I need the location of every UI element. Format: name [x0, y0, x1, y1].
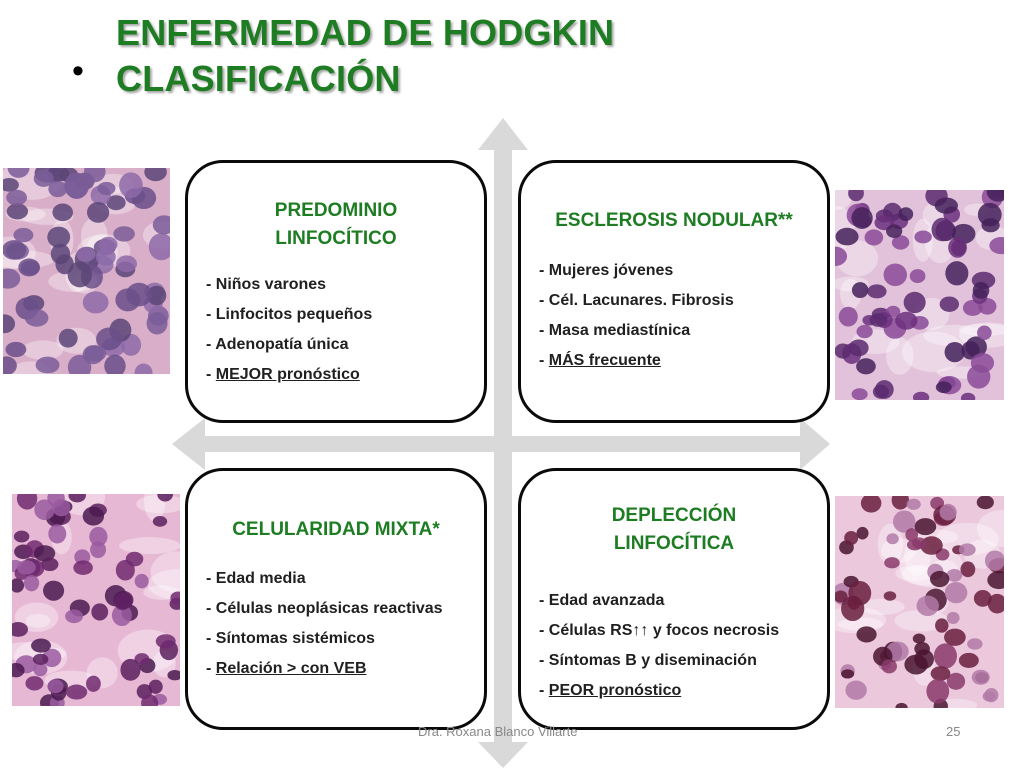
cell-nucleus: [945, 342, 965, 362]
item-text: Adenopatía única: [215, 336, 349, 353]
card-title-line: LINFOCÍTICA: [613, 533, 735, 554]
cell-nucleus: [65, 609, 83, 623]
card-title: [188, 197, 484, 253]
title-bullet: •: [72, 52, 84, 90]
feature-list: [206, 564, 484, 684]
cell-nucleus: [948, 237, 967, 258]
cell-nucleus: [906, 499, 920, 510]
feature-item: [206, 300, 484, 330]
item-text: MEJOR pronóstico: [215, 366, 360, 383]
footer-page-number: 25: [946, 724, 961, 739]
histology-image-lymphocyte-predominance: [3, 168, 170, 374]
slide-title-line2: CLASIFICACIÓN: [116, 58, 401, 99]
cell-nucleus: [97, 182, 115, 195]
cell-nucleus: [934, 643, 957, 668]
item-text: Masa mediastínica: [548, 322, 691, 339]
item-dash: -: [539, 322, 549, 339]
feature-item: [206, 330, 484, 360]
cell-nucleus: [120, 659, 140, 681]
cell-nucleus: [17, 560, 36, 574]
item-text: Mujeres jóvenes: [548, 262, 674, 279]
cell-nucleus: [841, 669, 854, 678]
cell-nucleus: [912, 537, 926, 548]
feature-item: [539, 676, 827, 706]
cell-nucleus: [96, 248, 116, 266]
cell-nucleus: [126, 283, 152, 307]
feature-item: [539, 616, 827, 646]
cell-nucleus: [25, 309, 49, 326]
cell-nucleus: [895, 312, 917, 330]
cell-nucleus: [945, 582, 968, 603]
feature-item: [539, 646, 827, 676]
cell-nucleus: [85, 345, 107, 361]
item-text: PEOR pronóstico: [548, 682, 682, 699]
cell-nucleus: [89, 527, 107, 547]
item-text: Edad media: [215, 570, 306, 587]
card-celularidad-mixta: [185, 468, 487, 730]
footer-author: Dra. Roxana Blanco Villarte: [418, 724, 578, 739]
card-esclerosis-nodular: [518, 160, 830, 423]
feature-item: [539, 346, 827, 376]
cell-nucleus: [852, 282, 868, 298]
feature-item: [539, 256, 827, 286]
cell-nucleus: [3, 240, 26, 260]
card-title: [188, 516, 484, 544]
item-text: Niños varones: [215, 276, 327, 293]
cell-nucleus: [849, 339, 869, 356]
cell-nucleus: [886, 224, 902, 238]
cell-nucleus: [977, 326, 992, 340]
cell-nucleus: [870, 313, 888, 326]
cell-nucleus: [48, 181, 67, 197]
tissue-stroma: [119, 537, 180, 554]
cell-nucleus: [972, 670, 990, 685]
feature-item: [206, 564, 484, 594]
cell-nucleus: [835, 228, 858, 246]
cell-nucleus: [974, 590, 992, 607]
cell-nucleus: [83, 291, 109, 313]
cell-nucleus: [856, 527, 868, 540]
cell-nucleus: [967, 365, 990, 389]
cell-nucleus: [856, 325, 872, 338]
cell-nucleus: [984, 688, 998, 702]
cell-nucleus: [936, 381, 952, 393]
tissue-stroma: [26, 614, 51, 628]
cell-nucleus: [73, 560, 93, 575]
cell-nucleus: [851, 207, 872, 229]
cell-nucleus: [5, 342, 26, 357]
cell-nucleus: [114, 592, 132, 609]
item-text: Células RS↑↑ y focos necrosis: [548, 622, 780, 639]
cell-nucleus: [76, 247, 95, 262]
cell-nucleus: [940, 296, 959, 311]
item-dash: -: [206, 660, 216, 677]
item-text: Linfocitos pequeños: [215, 306, 373, 323]
cell-nucleus: [135, 574, 149, 588]
cell-nucleus: [947, 612, 960, 624]
cell-nucleus: [13, 228, 33, 242]
cell-nucleus: [960, 561, 975, 577]
feature-item: [206, 654, 484, 684]
cell-nucleus: [68, 261, 93, 287]
card-title-line: ESCLEROSIS NODULAR**: [555, 210, 793, 231]
cell-nucleus: [36, 357, 60, 374]
item-dash: -: [539, 592, 549, 609]
cell-nucleus: [926, 679, 949, 704]
item-text: Síntomas B y diseminación: [548, 652, 757, 669]
cell-nucleus: [83, 507, 104, 526]
item-dash: -: [539, 292, 549, 309]
cell-nucleus: [48, 524, 66, 543]
feature-item: [539, 586, 827, 616]
histology-image-lymphocyte-depletion: [835, 496, 1004, 708]
cell-nucleus: [935, 618, 948, 632]
cell-nucleus: [898, 207, 913, 221]
item-text: Síntomas sistémicos: [215, 630, 375, 647]
cell-nucleus: [944, 629, 966, 646]
card-predominio-linfocitico: [185, 160, 487, 423]
cell-nucleus: [839, 307, 858, 327]
item-dash: -: [539, 352, 549, 369]
cell-nucleus: [973, 282, 990, 299]
card-title-line: LINFOCÍTICO: [275, 228, 397, 249]
cell-nucleus: [931, 666, 951, 680]
feature-list: [539, 256, 827, 376]
card-deplecion-linfocitica: [518, 468, 830, 730]
card-title-line: CELULARIDAD MIXTA*: [232, 519, 440, 540]
cell-nucleus: [14, 531, 29, 543]
item-dash: -: [539, 682, 549, 699]
cell-nucleus: [945, 261, 968, 285]
cell-nucleus: [66, 685, 87, 700]
cell-nucleus: [865, 229, 884, 245]
cell-nucleus: [153, 516, 167, 527]
cell-nucleus: [886, 533, 898, 544]
cell-nucleus: [856, 358, 876, 374]
slide-title-line1: ENFERMEDAD DE HODGKIN: [116, 12, 615, 53]
item-text: Células neoplásicas reactivas: [215, 600, 443, 617]
item-text: Cél. Lacunares. Fibrosis: [548, 292, 734, 309]
item-dash: -: [539, 652, 549, 669]
cell-nucleus: [6, 190, 27, 206]
cell-nucleus: [852, 388, 868, 400]
cell-nucleus: [881, 659, 897, 673]
cell-nucleus: [7, 203, 28, 219]
feature-item: [206, 360, 484, 390]
histology-image-mixed-cellularity: [12, 494, 180, 706]
cell-nucleus: [86, 676, 101, 692]
cell-nucleus: [848, 596, 861, 610]
item-dash: -: [206, 570, 216, 587]
cell-nucleus: [914, 642, 930, 656]
cell-nucleus: [87, 202, 109, 223]
cell-nucleus: [31, 639, 51, 653]
item-dash: -: [206, 276, 216, 293]
cell-nucleus: [856, 626, 876, 642]
feature-item: [206, 594, 484, 624]
cell-nucleus: [116, 560, 135, 581]
cell-nucleus: [24, 575, 39, 591]
feature-item: [206, 624, 484, 654]
card-title-line: PREDOMINIO: [274, 200, 398, 221]
cell-nucleus: [884, 591, 897, 600]
cell-nucleus: [47, 227, 70, 248]
cell-nucleus: [844, 531, 858, 545]
cell-nucleus: [867, 284, 886, 298]
cell-nucleus: [156, 634, 176, 648]
cell-nucleus: [977, 496, 994, 509]
cell-nucleus: [967, 638, 982, 649]
cell-nucleus: [931, 218, 953, 242]
feature-item: [539, 286, 827, 316]
item-dash: -: [206, 306, 216, 323]
cell-nucleus: [930, 571, 949, 587]
cell-nucleus: [959, 543, 976, 556]
cell-nucleus: [914, 518, 936, 535]
cell-nucleus: [43, 581, 64, 601]
cell-nucleus: [959, 653, 979, 668]
cell-nucleus: [147, 312, 168, 334]
card-title: [521, 207, 827, 235]
cell-nucleus: [917, 596, 939, 616]
feature-list: [206, 270, 484, 390]
item-text: MÁS frecuente: [548, 352, 661, 369]
feature-list: [539, 586, 827, 706]
cell-nucleus: [914, 230, 931, 243]
cell-nucleus: [884, 557, 900, 568]
card-title: [521, 502, 827, 558]
feature-item: [539, 316, 827, 346]
cell-nucleus: [835, 343, 851, 358]
item-dash: -: [539, 262, 549, 279]
histology-image-nodular-sclerosis: [835, 190, 1004, 400]
cell-nucleus: [116, 255, 137, 272]
feature-item: [206, 270, 484, 300]
cell-nucleus: [904, 292, 926, 313]
cell-nucleus: [978, 203, 1002, 226]
item-dash: -: [206, 630, 216, 647]
cell-nucleus: [884, 264, 907, 287]
cell-nucleus: [910, 269, 926, 283]
card-title-line: DEPLECCIÓN: [611, 505, 737, 526]
item-text: Relación > con VEB: [215, 660, 367, 677]
item-dash: -: [206, 366, 216, 383]
cell-nucleus: [873, 385, 889, 399]
cell-nucleus: [940, 504, 957, 521]
cell-nucleus: [33, 654, 48, 665]
item-dash: -: [206, 336, 216, 353]
cell-nucleus: [935, 197, 958, 213]
cell-nucleus: [25, 676, 43, 690]
cell-nucleus: [47, 679, 63, 693]
cell-nucleus: [91, 603, 108, 620]
cell-nucleus: [119, 172, 143, 198]
item-text: Edad avanzada: [548, 592, 665, 609]
cell-nucleus: [845, 681, 866, 700]
cell-nucleus: [59, 329, 78, 348]
cell-nucleus: [18, 259, 40, 277]
item-dash: -: [539, 622, 549, 639]
cell-nucleus: [113, 226, 135, 241]
cell-nucleus: [52, 203, 73, 221]
item-dash: -: [206, 600, 216, 617]
